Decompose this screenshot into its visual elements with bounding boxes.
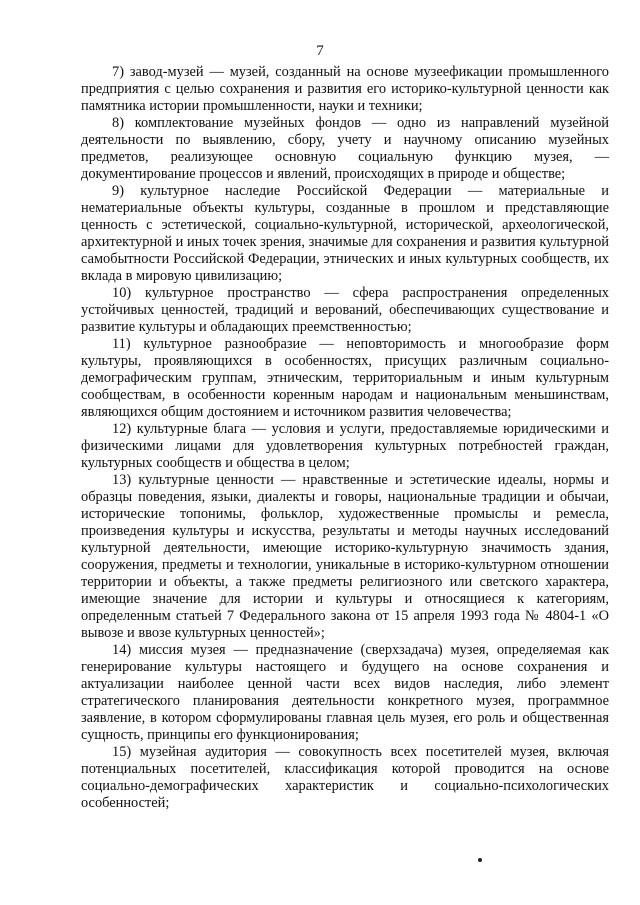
definition-item-14: 14) миссия музея — предназначение (сверхзадача) музея, определяемая как генерирование культуры настоящего и будущего на основе сохранения и актуализации наиболее ценной части всех видов наследия, либо элемент стратегического планирования деятельности конкретного музея, программное заявление, в котором сформулированы главная цель музея, его роль и общественная сущность, принципы его функционирования; [81,642,609,743]
definition-item-9: 9) культурное наследие Российской Федерации — материальные и нематериальные объекты культуры, созданные в прошлом и представляющие ценность с эстетической, социально-культурной, исторической, археологической, архитектурной и иных точек зрения, значимые для сохранения и развития культурной самобытности Российской Федерации, этнических и иных культурных сообществ, их вклада в мировую цивилизацию; [81,183,609,284]
definition-item-8: 8) комплектование музейных фондов — одно из направлений музейной деятельности по выявлению, сбору, учету и научному описанию музейных предметов, реализующее основную социальную функцию музея, — документирование процессов и явлений, происходящих в природе и обществе; [81,115,609,182]
page-number: 7 [316,43,324,59]
definition-item-15: 15) музейная аудитория — совокупность всех посетителей музея, включая потенциальных посетителей, классификация которой проводится на основе социально-демографических характеристик и социально-психологических особенностей; [81,744,609,811]
definition-item-11: 11) культурное разнообразие — неповторимость и многообразие форм культуры, проявляющихся в особенностях, присущих различным социально-демографическим группам, этническим, территориальным и иным культурным сообществам, в особенности коренным народам и национальным меньшинствам, являющихся общим достоянием и источником развития человечества; [81,336,609,420]
scan-mark [478,858,482,862]
definition-item-13: 13) культурные ценности — нравственные и эстетические идеалы, нормы и образцы поведения, языки, диалекты и говоры, национальные традиции и обычаи, исторические топонимы, фольклор, художественные промыслы и ремесла, произведения культуры и искусства, результаты и методы научных исследований культурной деятельности, имеющие историко-культурную значимость здания, сооружения, предметы и технологии, уникальные в историко-культурном отношении территории и объекты, а также предметы религиозного или светского характера, имеющие значение для истории и культуры и относящиеся к категориям, определенным статьей 7 Федерального закона от 15 апреля 1993 года № 4804-1 «О вывозе и ввозе культурных ценностей»; [81,472,609,641]
definition-item-10: 10) культурное пространство — сфера распространения определенных устойчивых ценностей, традиций и верований, обеспечивающих существование и развитие культуры и обладающих преемственностью; [81,285,609,335]
definition-item-7: 7) завод-музей — музей, созданный на основе музеефикации промышленного предприятия с целью сохранения и развития его историко-культурной ценности как памятника истории промышленности, науки и техники; [81,64,609,114]
document-body [81,64,609,812]
definition-item-12: 12) культурные блага — условия и услуги, предоставляемые юридическими и физическими лицами для удовлетворения культурных потребностей граждан, культурных сообществ и общества в целом; [81,421,609,471]
